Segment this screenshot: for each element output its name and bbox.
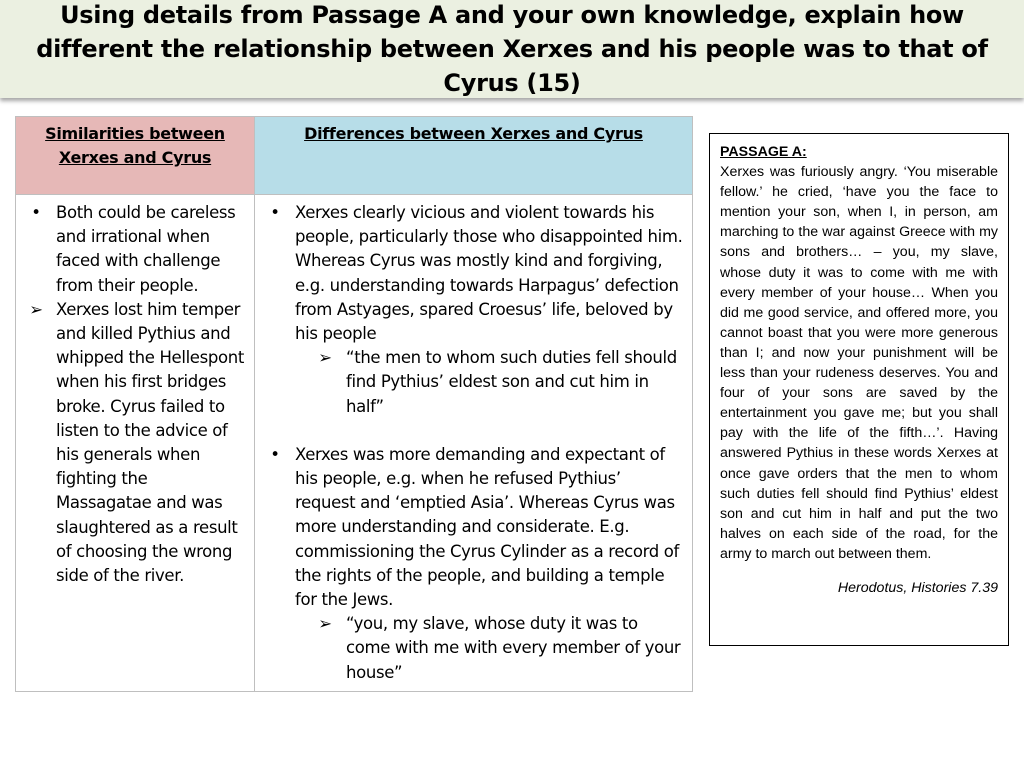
list-item-text: Both could be careless and irrational when faced with challenge from their people. — [56, 203, 236, 295]
quote-text: “the men to whom such duties fell should find Pythius’ eldest son and cut him in half” — [346, 348, 677, 416]
quote-item — [261, 346, 684, 419]
arrow-bullet-icon: ➢ — [318, 348, 332, 368]
bullet-icon: • — [270, 203, 280, 222]
bullet-icon: • — [270, 444, 280, 464]
differences-header: Differences between Xerxes and Cyrus — [255, 117, 693, 195]
differences-list — [261, 201, 684, 346]
passage-citation: Herodotus, Histories 7.39 — [837, 579, 998, 596]
passage-text: Xerxes was furiously angry. ‘You miserable fellow.’ he cried, ‘have you the face to mention your son, when I, in person, am marching to the war against Greece with my sons and brothers… – you, my slave, whose duty it was to come with me with every member of your house… When you did me good service, and offered more, you cannot boast that you were more generous than I; and now your punishment will be less than your rudeness deserves. You and four of your sons are saved by the entertainment you gave me; but you shall pay with the life of the fifth…’. Having answered Pythius in these words Xerxes at once gave orders that the men to whom such duties fell should find Pythius’ eldest son and cut him in half and put the two halves on each side of the road, for the army to march out between them. — [720, 164, 998, 562]
quote-list — [261, 612, 684, 685]
list-item-text: Xerxes was more demanding and expectant of his people, e.g. when he refused Pythius’ request and ‘emptied Asia’. Whereas Cyrus was more understanding and considerate. E.g. commissioning the Cyrus Cylinder as a record of the rights of the people, and building a temple for the Jews. — [295, 444, 679, 610]
differences-cell — [255, 195, 693, 692]
list-item — [22, 201, 246, 298]
quote-item — [261, 612, 684, 685]
list-item — [261, 443, 684, 612]
quote-text: “you, my slave, whose duty it was to come with me with every member of your house” — [346, 614, 681, 682]
similarities-list — [22, 201, 246, 588]
slide-title: Using details from Passage A and your own knowledge, explain how different the relationship between Xerxes and his people was to that of Cyrus (15) — [36, 1, 988, 97]
table-body-row — [16, 195, 693, 692]
list-item — [22, 298, 246, 588]
list-item-text: Xerxes lost him temper and killed Pythius and whipped the Hellespont when his first bridges broke. Cyrus failed to listen to the advice of his generals when fighting the Massagatae and was slaughtered as a result of choosing the wrong side of the river. — [56, 299, 244, 586]
list-item-text: Xerxes clearly vicious and violent towards his people, particularly those who disappointed him. Whereas Cyrus was mostly kind and forgiving, e.g. understanding towards Harpagus’ defection from Astyages, spared Croesus’ life, beloved by his people — [295, 203, 683, 344]
passage-box — [709, 133, 1009, 646]
differences-list-2 — [261, 443, 684, 612]
bullet-icon: • — [31, 203, 41, 222]
table-header-row — [16, 117, 693, 195]
arrow-bullet-icon: ➢ — [29, 299, 43, 319]
passage-title: PASSAGE A: — [720, 144, 807, 160]
arrow-bullet-icon: ➢ — [318, 614, 332, 634]
spacer — [261, 419, 684, 443]
similarities-header: Similarities between Xerxes and Cyrus — [16, 117, 255, 195]
quote-list — [261, 346, 684, 419]
comparison-table — [15, 116, 693, 692]
similarities-cell — [16, 195, 255, 692]
list-item — [261, 201, 684, 346]
slide-header — [0, 0, 1024, 98]
